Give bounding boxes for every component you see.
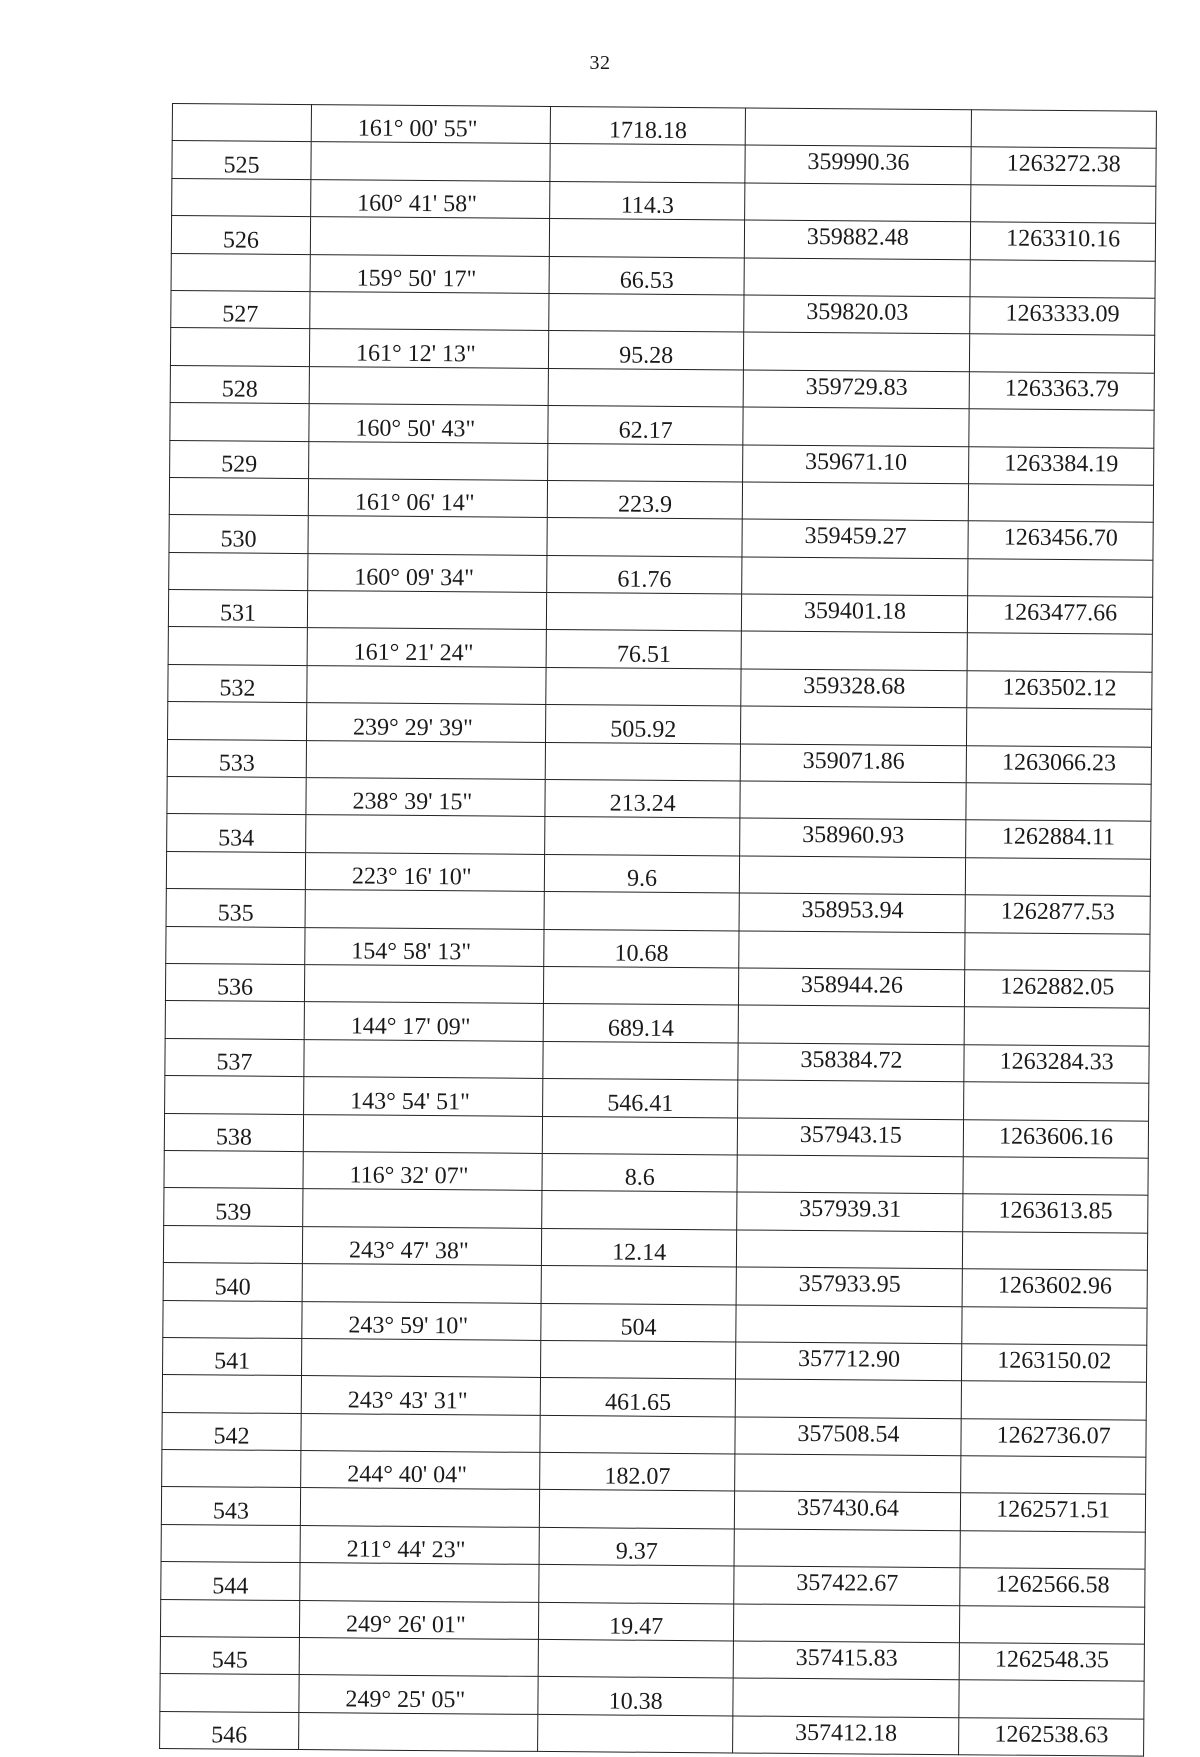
northing-cell: 358944.26 bbox=[739, 968, 965, 1007]
point-cell: 531 bbox=[168, 590, 307, 628]
point-cell bbox=[167, 777, 306, 815]
easting-cell: 1263502.12 bbox=[967, 671, 1152, 710]
distance-cell bbox=[542, 1191, 738, 1230]
easting-cell bbox=[960, 1531, 1145, 1570]
point-cell: 534 bbox=[167, 814, 306, 852]
easting-cell bbox=[967, 633, 1152, 672]
point-cell bbox=[164, 1150, 303, 1188]
northing-cell: 357422.67 bbox=[734, 1566, 960, 1605]
bearing-cell bbox=[306, 815, 545, 854]
distance-cell: 9.6 bbox=[544, 854, 740, 893]
northing-cell: 357939.31 bbox=[737, 1192, 963, 1231]
easting-cell bbox=[967, 708, 1152, 747]
northing-cell: 359990.36 bbox=[745, 145, 971, 184]
easting-cell bbox=[966, 783, 1151, 822]
easting-cell bbox=[966, 858, 1151, 897]
bearing-cell bbox=[300, 1488, 539, 1527]
bearing-cell bbox=[303, 1114, 542, 1153]
bearing-cell: 144° 17' 09" bbox=[304, 1002, 543, 1041]
northing-cell: 357712.90 bbox=[736, 1342, 962, 1381]
bearing-cell bbox=[310, 292, 549, 331]
distance-cell bbox=[542, 1116, 738, 1155]
bearing-cell bbox=[308, 516, 547, 555]
point-cell: 526 bbox=[171, 216, 310, 254]
distance-cell bbox=[544, 892, 740, 931]
easting-cell: 1262566.58 bbox=[960, 1568, 1145, 1607]
easting-cell bbox=[962, 1306, 1147, 1345]
point-cell bbox=[170, 328, 309, 366]
easting-cell: 1262571.51 bbox=[961, 1493, 1146, 1532]
easting-cell: 1263066.23 bbox=[967, 745, 1152, 784]
easting-cell bbox=[965, 932, 1150, 971]
northing-cell bbox=[742, 557, 968, 596]
northing-cell bbox=[744, 332, 970, 371]
point-cell: 544 bbox=[161, 1562, 300, 1600]
distance-cell: 19.47 bbox=[538, 1602, 734, 1641]
bearing-cell bbox=[304, 965, 543, 1004]
distance-cell: 213.24 bbox=[545, 779, 741, 818]
page-number: 32 bbox=[589, 52, 611, 74]
bearing-cell bbox=[306, 740, 545, 779]
bearing-cell: 160° 09' 34" bbox=[308, 553, 547, 592]
easting-cell: 1263384.19 bbox=[969, 446, 1154, 485]
table-body bbox=[160, 104, 1157, 1757]
bearing-cell bbox=[302, 1338, 541, 1377]
point-cell bbox=[172, 178, 311, 216]
distance-cell bbox=[549, 219, 745, 258]
point-cell bbox=[172, 104, 311, 142]
distance-cell: 95.28 bbox=[548, 331, 744, 370]
northing-cell: 359459.27 bbox=[742, 519, 968, 558]
distance-cell: 546.41 bbox=[543, 1079, 739, 1118]
distance-cell bbox=[548, 368, 744, 407]
bearing-cell: 161° 12' 13" bbox=[309, 329, 548, 368]
bearing-cell bbox=[303, 1189, 542, 1228]
bearing-cell: 243° 47' 38" bbox=[302, 1226, 541, 1265]
northing-cell: 357415.83 bbox=[734, 1641, 960, 1680]
distance-cell: 114.3 bbox=[550, 181, 746, 220]
easting-cell: 1263613.85 bbox=[963, 1194, 1148, 1233]
northing-cell: 357430.64 bbox=[735, 1491, 961, 1530]
distance-cell bbox=[546, 593, 742, 632]
point-cell bbox=[162, 1375, 301, 1413]
easting-cell bbox=[963, 1157, 1148, 1196]
northing-cell: 359882.48 bbox=[745, 220, 971, 259]
distance-cell: 76.51 bbox=[546, 630, 742, 669]
distance-cell: 182.07 bbox=[540, 1452, 736, 1491]
easting-cell bbox=[971, 185, 1156, 224]
point-cell: 545 bbox=[160, 1636, 299, 1674]
point-cell bbox=[169, 552, 308, 590]
easting-cell: 1263333.09 bbox=[970, 297, 1155, 336]
point-cell bbox=[168, 702, 307, 740]
easting-cell: 1263602.96 bbox=[962, 1269, 1147, 1308]
point-cell bbox=[170, 403, 309, 441]
distance-cell bbox=[539, 1565, 735, 1604]
bearing-cell bbox=[307, 591, 546, 630]
point-cell bbox=[165, 1001, 304, 1039]
northing-cell: 358384.72 bbox=[738, 1043, 964, 1082]
bearing-cell: 143° 54' 51" bbox=[304, 1077, 543, 1116]
point-cell: 527 bbox=[171, 290, 310, 328]
bearing-cell bbox=[309, 366, 548, 405]
bearing-cell: 116° 32' 07" bbox=[303, 1152, 542, 1191]
point-cell bbox=[168, 627, 307, 665]
easting-cell: 1262884.11 bbox=[966, 820, 1151, 859]
easting-cell bbox=[970, 259, 1155, 298]
point-cell bbox=[166, 926, 305, 964]
distance-cell: 8.6 bbox=[542, 1153, 738, 1192]
easting-cell bbox=[969, 409, 1154, 448]
bearing-cell: 243° 43' 31" bbox=[301, 1376, 540, 1415]
bearing-cell bbox=[299, 1638, 538, 1677]
easting-cell bbox=[964, 1082, 1149, 1121]
distance-cell bbox=[548, 443, 744, 482]
distance-cell: 1718.18 bbox=[550, 106, 746, 145]
distance-cell bbox=[541, 1266, 737, 1305]
easting-cell: 1263150.02 bbox=[962, 1344, 1147, 1383]
bearing-cell bbox=[311, 142, 550, 181]
distance-cell: 66.53 bbox=[549, 256, 745, 295]
northing-cell bbox=[738, 1080, 964, 1119]
bearing-cell bbox=[301, 1413, 540, 1452]
point-cell: 538 bbox=[164, 1113, 303, 1151]
northing-cell bbox=[737, 1155, 963, 1194]
distance-cell: 12.14 bbox=[541, 1228, 737, 1267]
easting-cell bbox=[969, 484, 1154, 523]
bearing-cell bbox=[302, 1264, 541, 1303]
northing-cell bbox=[733, 1678, 959, 1717]
easting-cell bbox=[963, 1231, 1148, 1270]
northing-cell: 357508.54 bbox=[735, 1417, 961, 1456]
northing-cell: 357943.15 bbox=[738, 1118, 964, 1157]
easting-cell: 1262882.05 bbox=[965, 970, 1150, 1009]
distance-cell: 461.65 bbox=[540, 1378, 736, 1417]
point-cell: 542 bbox=[162, 1412, 301, 1450]
distance-cell bbox=[538, 1639, 734, 1678]
bearing-cell: 161° 21' 24" bbox=[307, 628, 546, 667]
easting-cell bbox=[960, 1605, 1145, 1644]
distance-cell: 223.9 bbox=[547, 480, 743, 519]
point-cell bbox=[163, 1225, 302, 1263]
easting-cell: 1263284.33 bbox=[964, 1045, 1149, 1084]
easting-cell: 1263456.70 bbox=[968, 521, 1153, 560]
bearing-cell: 211° 44' 23" bbox=[300, 1525, 539, 1564]
bearing-cell bbox=[310, 217, 549, 256]
distance-cell bbox=[545, 817, 741, 856]
easting-cell: 1262877.53 bbox=[965, 895, 1150, 934]
northing-cell bbox=[740, 781, 966, 820]
station-row bbox=[160, 1711, 1144, 1756]
bearing-cell: 161° 00' 55" bbox=[311, 105, 550, 144]
point-cell: 529 bbox=[170, 440, 309, 478]
point-cell bbox=[160, 1674, 299, 1712]
distance-cell: 689.14 bbox=[543, 1004, 739, 1043]
bearing-cell: 160° 41' 58" bbox=[311, 179, 550, 218]
easting-cell bbox=[959, 1680, 1144, 1719]
easting-cell: 1262538.63 bbox=[959, 1718, 1144, 1757]
distance-cell bbox=[540, 1340, 736, 1379]
point-cell bbox=[162, 1450, 301, 1488]
distance-cell: 504 bbox=[541, 1303, 737, 1342]
northing-cell: 357412.18 bbox=[733, 1716, 959, 1755]
distance-cell bbox=[543, 966, 739, 1005]
bearing-cell bbox=[309, 441, 548, 480]
distance-cell bbox=[547, 518, 743, 557]
northing-cell bbox=[743, 482, 969, 521]
point-cell bbox=[165, 1076, 304, 1114]
easting-cell: 1263477.66 bbox=[968, 596, 1153, 635]
northing-cell: 359671.10 bbox=[743, 445, 969, 484]
point-cell bbox=[171, 253, 310, 291]
northing-cell: 359820.03 bbox=[744, 295, 970, 334]
distance-cell bbox=[540, 1415, 736, 1454]
point-cell bbox=[160, 1599, 299, 1637]
bearing-cell: 239° 29' 39" bbox=[307, 703, 546, 742]
easting-cell bbox=[972, 110, 1157, 149]
point-cell: 533 bbox=[167, 739, 306, 777]
easting-cell bbox=[962, 1381, 1147, 1420]
point-cell bbox=[166, 851, 305, 889]
distance-cell bbox=[550, 144, 746, 183]
point-cell: 528 bbox=[170, 365, 309, 403]
point-cell bbox=[161, 1524, 300, 1562]
point-cell: 537 bbox=[165, 1038, 304, 1076]
easting-cell bbox=[964, 1007, 1149, 1046]
easting-cell: 1263310.16 bbox=[971, 222, 1156, 261]
point-cell bbox=[163, 1300, 302, 1338]
survey-coordinates-table bbox=[159, 103, 1157, 1757]
distance-cell: 505.92 bbox=[545, 705, 741, 744]
point-cell: 530 bbox=[169, 515, 308, 553]
northing-cell bbox=[739, 931, 965, 970]
distance-cell: 10.68 bbox=[544, 929, 740, 968]
northing-cell bbox=[740, 856, 966, 895]
easting-cell: 1263272.38 bbox=[971, 147, 1156, 186]
point-cell: 546 bbox=[160, 1711, 299, 1749]
easting-cell: 1263606.16 bbox=[964, 1119, 1149, 1158]
point-cell: 536 bbox=[165, 963, 304, 1001]
northing-cell bbox=[735, 1454, 961, 1493]
bearing-cell bbox=[307, 665, 546, 704]
northing-cell: 358960.93 bbox=[740, 818, 966, 857]
distance-cell bbox=[545, 742, 741, 781]
distance-cell bbox=[538, 1714, 734, 1753]
bearing-cell bbox=[304, 1039, 543, 1078]
point-cell: 541 bbox=[163, 1337, 302, 1375]
northing-cell bbox=[734, 1604, 960, 1643]
bearing-cell: 238° 39' 15" bbox=[306, 778, 545, 817]
bearing-cell: 161° 06' 14" bbox=[308, 478, 547, 517]
point-cell: 532 bbox=[168, 664, 307, 702]
bearing-cell: 249° 25' 05" bbox=[299, 1675, 538, 1714]
easting-cell: 1263363.79 bbox=[969, 372, 1154, 411]
point-cell: 540 bbox=[163, 1263, 302, 1301]
northing-cell bbox=[742, 631, 968, 670]
northing-cell: 358953.94 bbox=[739, 893, 965, 932]
point-cell: 535 bbox=[166, 889, 305, 927]
northing-cell: 359401.18 bbox=[742, 594, 968, 633]
easting-cell bbox=[961, 1456, 1146, 1495]
distance-cell: 10.38 bbox=[538, 1677, 734, 1716]
northing-cell bbox=[745, 183, 971, 222]
distance-cell: 62.17 bbox=[548, 406, 744, 445]
bearing-cell: 160° 50' 43" bbox=[309, 404, 548, 443]
northing-cell: 359071.86 bbox=[741, 744, 967, 783]
northing-cell bbox=[739, 1005, 965, 1044]
bearing-cell bbox=[299, 1712, 538, 1751]
northing-cell: 357933.95 bbox=[737, 1267, 963, 1306]
bearing-cell: 243° 59' 10" bbox=[302, 1301, 541, 1340]
northing-cell bbox=[746, 108, 972, 147]
northing-cell bbox=[737, 1230, 963, 1269]
distance-cell: 61.76 bbox=[547, 555, 743, 594]
easting-cell bbox=[970, 334, 1155, 373]
bearing-cell: 223° 16' 10" bbox=[305, 852, 544, 891]
distance-cell bbox=[546, 667, 742, 706]
easting-cell: 1262736.07 bbox=[961, 1418, 1146, 1457]
distance-cell bbox=[543, 1041, 739, 1080]
point-cell bbox=[169, 477, 308, 515]
northing-cell bbox=[744, 258, 970, 297]
bearing-cell: 159° 50' 17" bbox=[310, 254, 549, 293]
bearing-cell bbox=[300, 1563, 539, 1602]
bearing-cell: 244° 40' 04" bbox=[301, 1451, 540, 1490]
northing-cell: 359729.83 bbox=[744, 370, 970, 409]
distance-cell bbox=[549, 293, 745, 332]
easting-cell bbox=[968, 558, 1153, 597]
bearing-cell: 154° 58' 13" bbox=[305, 927, 544, 966]
bearing-cell: 249° 26' 01" bbox=[299, 1600, 538, 1639]
point-cell: 539 bbox=[164, 1188, 303, 1226]
northing-cell bbox=[736, 1304, 962, 1343]
distance-cell bbox=[539, 1490, 735, 1529]
northing-cell: 359328.68 bbox=[741, 669, 967, 708]
bearing-cell bbox=[305, 890, 544, 929]
northing-cell bbox=[736, 1379, 962, 1418]
point-cell: 543 bbox=[161, 1487, 300, 1525]
northing-cell bbox=[743, 407, 969, 446]
easting-cell: 1262548.35 bbox=[959, 1643, 1144, 1682]
point-cell: 525 bbox=[172, 141, 311, 179]
northing-cell bbox=[734, 1529, 960, 1568]
northing-cell bbox=[741, 706, 967, 745]
distance-cell: 9.37 bbox=[539, 1527, 735, 1566]
